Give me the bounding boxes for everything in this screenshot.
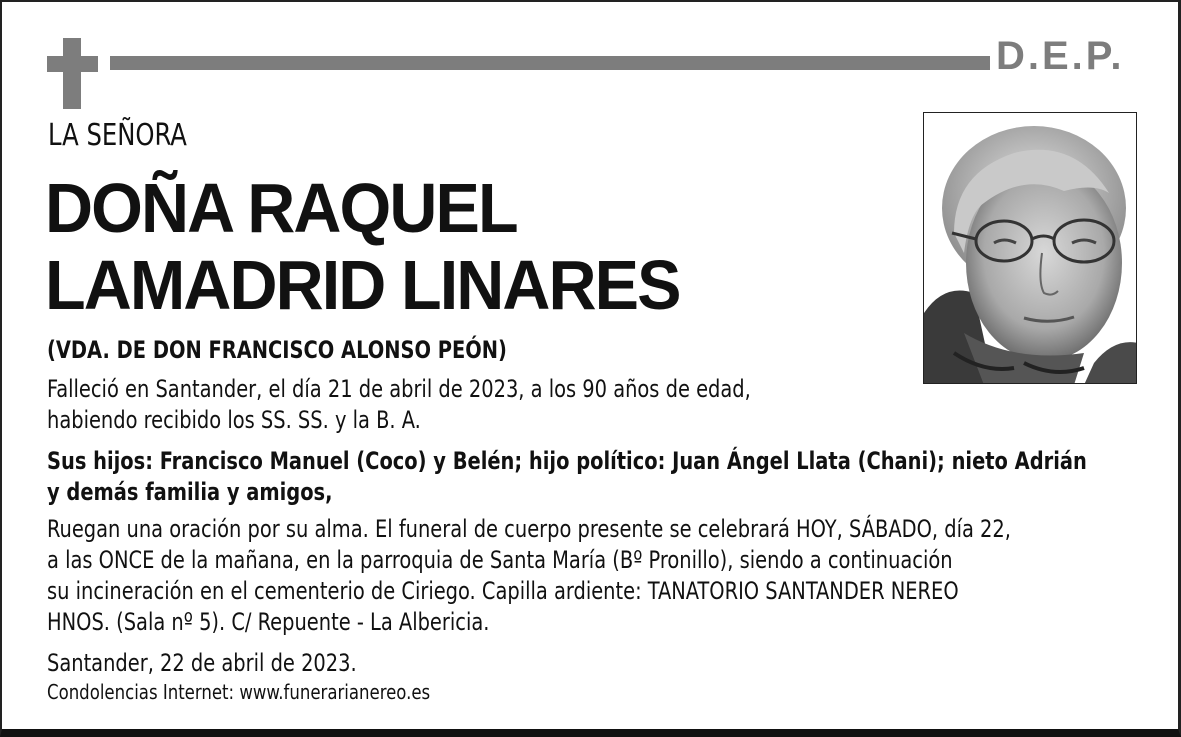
- family-list: [47, 446, 1087, 508]
- place-date: Santander, 22 de abril de 2023.: [47, 649, 357, 677]
- death-notice-line: Falleció en Santander, el día 21 de abril de 2023, a los 90 años de edad,: [47, 375, 751, 403]
- cross-icon: [63, 38, 81, 109]
- portrait-image: [924, 113, 1137, 384]
- widow-of: (VDA. DE DON FRANCISCO ALONSO PEÓN): [47, 336, 507, 364]
- funeral-details: [47, 514, 1011, 638]
- family-line: Sus hijos: Francisco Manuel (Coco) y Belén; hijo político: Juan Ángel Llata (Chani); nieto Adrián: [47, 447, 1087, 475]
- salutation: LA SEÑORA: [48, 118, 187, 153]
- header-rule: [110, 56, 990, 70]
- cross-icon-bar: [47, 56, 98, 72]
- deceased-name-line2: LAMADRID LINARES: [45, 246, 680, 324]
- portrait-photo: [923, 112, 1137, 384]
- death-notice: [47, 374, 751, 436]
- funeral-line: su incineración en el cementerio de Ciriego. Capilla ardiente: TANATORIO SANTANDER NEREO: [47, 577, 959, 605]
- family-line: y demás familia y amigos,: [47, 478, 333, 506]
- dep-label: D.E.P.: [996, 34, 1125, 78]
- funeral-line: Ruegan una oración por su alma. El funeral de cuerpo presente se celebrará HOY, SÁBADO, día 22,: [47, 515, 1011, 543]
- funeral-line: a las ONCE de la mañana, en la parroquia de Santa María (Bº Pronillo), siendo a continuación: [47, 546, 953, 574]
- death-notice-line: habiendo recibido los SS. SS. y la B. A.: [47, 406, 421, 434]
- funeral-line: HNOS. (Sala nº 5). C/ Repuente - La Albericia.: [47, 608, 490, 636]
- deceased-name-line1: DOÑA RAQUEL: [45, 169, 517, 247]
- condolences-link: Condolencias Internet: www.funerarianereo.es: [47, 680, 431, 704]
